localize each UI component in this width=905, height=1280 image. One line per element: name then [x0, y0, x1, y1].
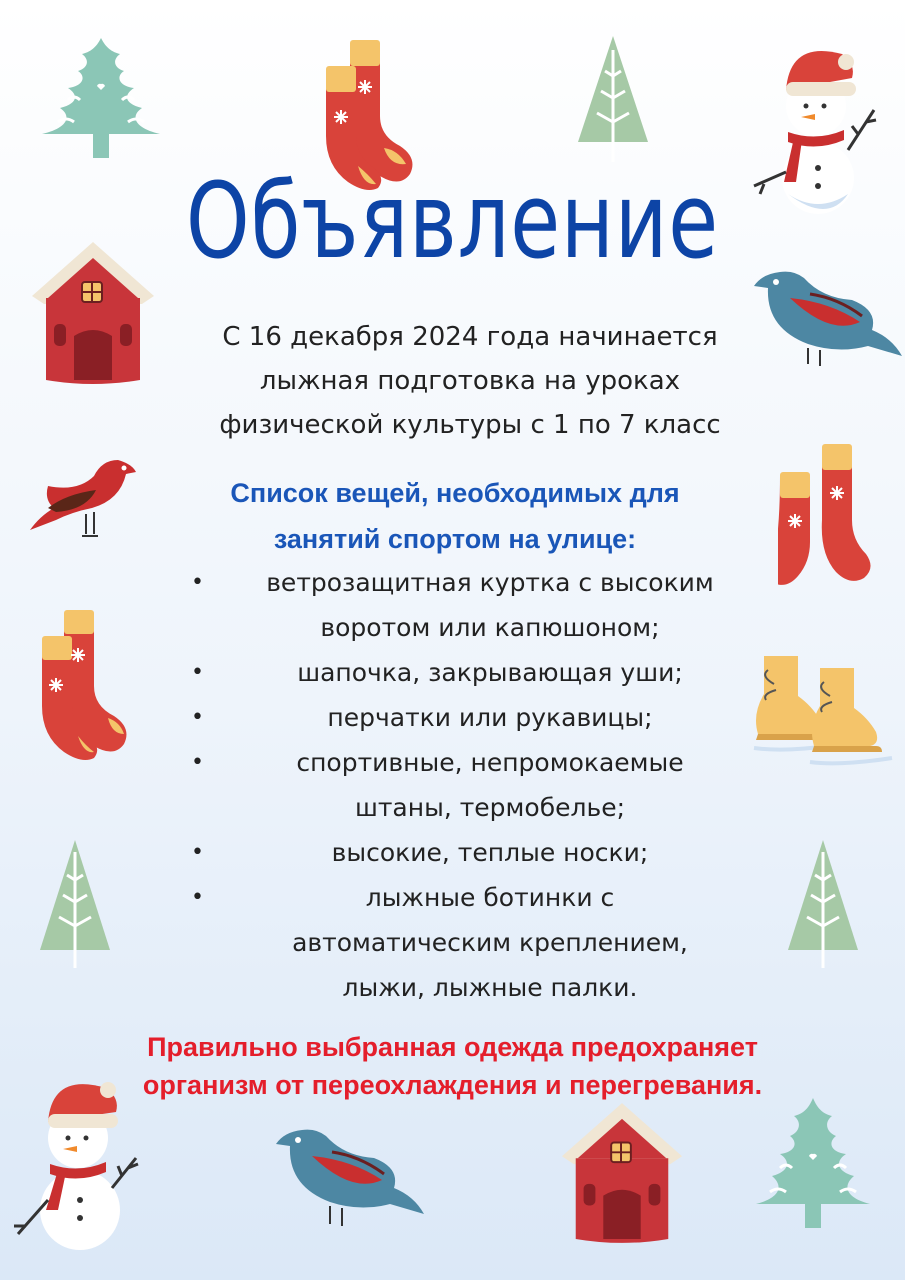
intro-line: физической культуры с 1 по 7 класс: [219, 410, 721, 440]
list-item-line: ветрозащитная куртка с высоким: [266, 568, 714, 597]
sock-pair-icon: [38, 606, 138, 760]
bullet-icon: •: [191, 660, 204, 685]
christmas-tree-icon: [752, 1098, 874, 1238]
list-item: [185, 560, 765, 650]
christmas-tree-icon: [40, 840, 110, 970]
house-icon: [558, 1100, 686, 1246]
bird-icon: [28, 450, 140, 542]
skates-icon: [750, 650, 896, 774]
list-heading-line: Список вещей, необходимых для: [230, 478, 680, 508]
list-item-line: лыжи, лыжные палки.: [342, 973, 638, 1002]
list-item: [185, 650, 765, 695]
bird-icon: [272, 1124, 428, 1230]
list-item: [185, 875, 765, 1010]
list-item-line: перчатки или рукавицы;: [327, 703, 653, 732]
list-item: [185, 740, 765, 830]
intro-text: [170, 315, 770, 447]
list-item-line: шапочка, закрывающая уши;: [297, 658, 683, 687]
bullet-icon: •: [191, 885, 204, 910]
list-item: [185, 695, 765, 740]
list-item-line: воротом или капюшоном;: [320, 613, 660, 642]
list-item-line: лыжные ботинки с: [365, 883, 615, 912]
list-item-line: автоматическим креплением,: [292, 928, 688, 957]
bullet-icon: •: [191, 750, 204, 775]
sock-pair-icon: [778, 440, 878, 594]
warning-line: Правильно выбранная одежда предохраняет: [147, 1032, 758, 1062]
christmas-tree-icon: [788, 840, 858, 970]
list-item-line: высокие, теплые носки;: [331, 838, 649, 867]
warning-text: [100, 1028, 805, 1104]
christmas-tree-icon: [38, 38, 164, 163]
list-item-line: спортивные, непромокаемые: [296, 748, 684, 777]
bullet-icon: •: [191, 840, 204, 865]
list-heading-line: занятий спортом на улице:: [273, 524, 637, 554]
warning-line: организм от переохлаждения и перегревания.: [142, 1070, 763, 1100]
items-list: [185, 560, 765, 1010]
list-heading: [150, 470, 760, 562]
list-item-line: штаны, термобелье;: [354, 793, 626, 822]
intro-line: лыжная подготовка на уроках: [259, 366, 681, 396]
bullet-icon: •: [191, 705, 204, 730]
christmas-tree-icon: [578, 36, 648, 164]
intro-line: С 16 декабря 2024 года начинается: [222, 322, 718, 352]
page-title: Объявление: [185, 160, 719, 282]
list-item: [185, 830, 765, 875]
bullet-icon: •: [191, 570, 204, 595]
